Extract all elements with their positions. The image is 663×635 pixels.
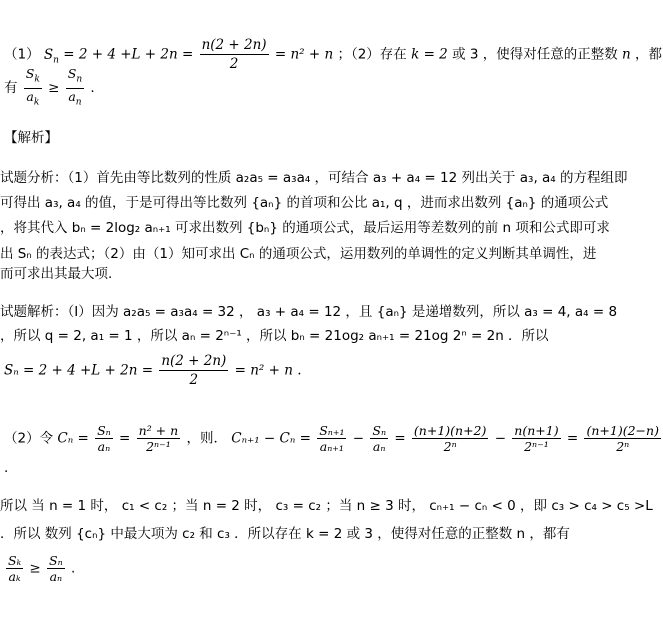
analysis-line-5: 而可求出其最大项.: [0, 266, 113, 282]
analysis-line-2: 可得出 a₃, a₄ 的值，于是可得出等比数列 {aₙ} 的首项和公比 a₁, q ，进而求出数列 {aₙ} 的通项公式: [0, 195, 609, 211]
diff-frac-1: $\frac{\text{Sₙ₊₁}}{\text{aₙ₊₁}}$: [319, 423, 345, 454]
solution-line-2: ，所以 q = 2, a₁ = 1 ，所以 aₙ = 2ⁿ⁻¹ ，所以 bₙ = 21og₂ aₙ₊₁ = 21og 2ⁿ = 2n ．所以: [0, 328, 549, 344]
answer-line-2: 有 $\frac{S_k}{a_k}$ ≥ $\frac{S_n}{a_n}$ .: [4, 66, 95, 110]
then-text: ，则．: [186, 430, 232, 447]
have-text: 有: [4, 80, 18, 96]
final-end: .: [70, 560, 76, 577]
analysis-line-1: 试题分析：（1）首先由等比数列的性质 a₂a₅ = a₃a₄ ，可结合 a₃ + a₄ = 12 列出关于 a₃, a₄ 的方程组即: [0, 170, 628, 186]
part-2-intro: ；（2）存在: [337, 46, 412, 63]
part-2-line: （2）令 Cₙ = $\frac{\text{Sₙ}}{\text{aₙ}}$ = $\frac{\text{n² + n}}{\text{2ⁿ⁻¹}}$ ，则． Cₙ₊₁ − Cₙ = $\frac{\text{Sₙ₊₁}}{\text{aₙ₊₁}}$ − $\frac{\text{Sₙ}}{\text{aₙ}}$ = $\frac{(n+1)(n+2)}{\text{2ⁿ}}$ − $\frac{n(n+1)}{\text{2ⁿ⁻¹}}$ = $\frac{(n+1)(2-n)}{\text{2ⁿ}}$: [4, 423, 659, 454]
diff-frac-5: $\frac{(n+1)(2-n)}{\text{2ⁿ}}$: [586, 423, 659, 454]
analysis-line-3: ，将其代入 bₙ = 2log₂ aₙ₊₁ 可求出数列 {bₙ} 的通项公式，最后运用等差数列的前 n 项和公式即可求: [0, 220, 610, 236]
cn-def: Cₙ =: [57, 430, 94, 447]
sum-result: = n² + n: [274, 46, 334, 63]
answer-end: .: [90, 80, 95, 96]
conclusion-line-2: ．所以 数列 {cₙ} 中最大项为 c₂ 和 c₃ ．所以存在 k = 2 或 3 ，使得对任意的正整数 n ，都有: [0, 526, 570, 542]
final-inequality: $\frac{\text{Sₖ}}{\text{aₖ}}$ ≥ $\frac{\text{Sₙ}}{\text{aₙ}}$ .: [8, 553, 76, 584]
sk-over-ak: $\frac{S_k}{a_k}$: [25, 66, 40, 107]
analysis-line-4: 出 Sₙ 的表达式；（2）由（1）知可求出 Cₙ 的通项公式，运用数列的单调性的定义判断其单调性，进: [0, 246, 597, 262]
diff-frac-4: $\frac{n(n+1)}{\text{2ⁿ⁻¹}}$: [514, 423, 559, 454]
answer-line-1: [4, 36, 662, 73]
cn-difference: Cₙ₊₁ − Cₙ =: [231, 430, 316, 447]
k-value: k = 2: [411, 46, 448, 63]
sn-sum-fraction: $\frac{n(2 + 2n)}{2}$: [161, 353, 227, 388]
sn-sum-result: = n² + n .: [234, 362, 302, 379]
sum-fraction: $\frac{n(2 + 2n)}{2}$: [201, 37, 267, 72]
solution-line-1: 试题解析：（Ⅰ）因为 a₂a₅ = a₃a₄ = 32 ， a₃ + a₄ = 12 ，且 {aₙ} 是递增数列，所以 a₃ = 4, a₄ = 8: [0, 304, 618, 320]
dot-line: .: [4, 460, 9, 476]
part-1-label: （1）: [4, 46, 40, 63]
diff-frac-3: $\frac{(n+1)(n+2)}{\text{2ⁿ}}$: [413, 423, 487, 454]
solution-line-3: [4, 352, 302, 389]
cn-frac-1: $\frac{\text{Sₙ}}{\text{aₙ}}$: [97, 423, 111, 454]
sn-over-an: $\frac{S_n}{a_n}$: [67, 66, 83, 107]
section-title: 【解析】: [4, 130, 58, 146]
final-frac-right: $\frac{\text{Sₙ}}{\text{aₙ}}$: [49, 553, 63, 584]
n-symbol: n: [622, 46, 631, 63]
final-frac-left: $\frac{\text{Sₖ}}{\text{aₖ}}$: [8, 553, 22, 584]
cn-frac-2: $\frac{\text{n² + n}}{\text{2ⁿ⁻¹}}$: [138, 423, 179, 454]
conclusion-line-1: 所以 当 n = 1 时， c₁ < c₂ ；当 n = 2 时， c₃ = c₂ ；当 n ≥ 3 时， cₙ₊₁ − cₙ < 0 ，即 c₃ > c₄ > c₅ >L: [0, 498, 653, 514]
part-2-text: 或 3 ，使得对任意的正整数: [452, 46, 623, 63]
part-2-label: （2）令: [4, 430, 58, 447]
sn-symbol: $S_n$: [43, 46, 59, 66]
diff-frac-2: $\frac{\text{Sₙ}}{\text{aₙ}}$: [372, 423, 387, 454]
sum-expression: = 2 + 4 +L + 2n =: [63, 46, 198, 63]
sn-sum-expression: Sₙ = 2 + 4 +L + 2n =: [4, 362, 158, 379]
part-2-tail: ，都: [635, 46, 663, 63]
